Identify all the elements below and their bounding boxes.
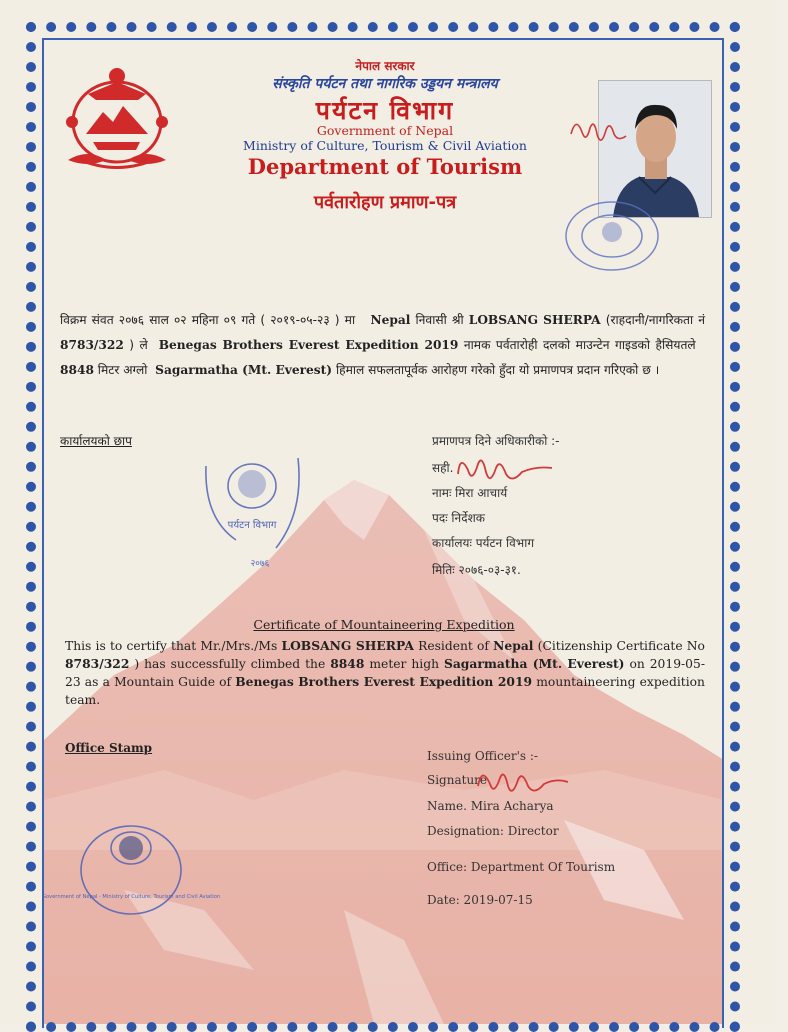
en-mountain-name: Sagarmatha (Mt. Everest) — [443, 656, 625, 671]
header-government-english: Government of Nepal — [316, 123, 454, 138]
nepali-office-stamp-icon — [196, 448, 308, 572]
header-ministry-english: Ministry of Culture, Tourism & Civil Aviation — [243, 138, 527, 153]
np-mountain-name: Sagarmatha (Mt. Everest) — [155, 363, 333, 377]
en-height: 8848 — [330, 656, 365, 671]
np-date-text: विक्रम संवत २०७६ साल ०२ महिना ०९ गते ( २०१९-०५-२३ ) मा — [60, 313, 356, 327]
np-meter-text: मिटर अग्लो — [97, 363, 148, 377]
nepal-emblem-icon — [58, 64, 176, 176]
np-nationality: Nepal — [370, 313, 411, 327]
en-name-label: Name. Mira Acharya — [427, 799, 554, 813]
np-date-label: मितिः २०७६-०३-३१. — [432, 563, 521, 577]
en-date-role-text: on 2019-05-23 as a Mountain Guide of — [65, 657, 705, 689]
header-department-nepali: पर्यटन विभाग — [315, 96, 455, 125]
np-citizenship-text: (राहदानी/नागरिकता नं — [605, 313, 706, 327]
np-closing-text: हिमाल सफलतापूर्वक आरोहण गरेकाे हुँदा यो प्रमाणपत्र प्रदान गरिएको छ । — [335, 363, 660, 377]
photo-stamp-text-holder — [560, 198, 561, 199]
np-resident-text: निवासी श्री — [415, 313, 464, 327]
certificate-title-nepali: पर्वतारोहण प्रमाण-पत्र — [313, 192, 457, 213]
np-name-label: नामः मिरा आचार्य — [432, 486, 508, 500]
header-ministry-nepali: संस्कृति पर्यटन तथा नागरिक उड्डयन मन्त्रालय — [272, 76, 498, 92]
en-citizenship-number: 8783/322 — [65, 656, 130, 671]
en-signature-icon — [472, 760, 572, 804]
np-issuer-heading: प्रमाणपत्र दिने अधिकारीको :- — [432, 434, 560, 448]
np-name-first: LOBSANG — [468, 313, 539, 327]
np-office-stamp-label: कार्यालयको छाप — [60, 434, 132, 448]
english-office-stamp-icon — [41, 818, 221, 922]
en-signature-label: Signature — [427, 773, 488, 787]
en-designation-label: Designation: Director — [427, 824, 559, 838]
np-stamp-year: २०७६ — [250, 559, 270, 569]
en-stamp-text: Government of Nepal · Ministry of Culture, Tourism and Civil Aviation — [41, 894, 221, 900]
np-le-text: ) ले — [129, 338, 148, 352]
np-height: 8848 — [60, 363, 94, 377]
en-date-label: Date: 2019-07-15 — [427, 893, 533, 907]
header-government-nepali: नेपाल सरकार — [355, 59, 415, 73]
en-closing-text: mountaineering expedition team. — [65, 675, 705, 707]
np-office-label: कार्यालयः पर्यटन विभाग — [432, 536, 535, 550]
en-resident-text: Resident of — [418, 639, 489, 653]
np-designation-label: पदः निर्देशक — [432, 511, 485, 525]
english-certificate-title: Certificate of Mountaineering Expedition — [253, 617, 515, 632]
np-stamp-text: पर्यटन विभाग — [227, 520, 277, 531]
np-guide-text: नामक पर्वतारोही दलको माउन्टेन गाइडको हैसियतले — [463, 338, 696, 352]
np-signature-label: सही. — [432, 461, 454, 475]
en-office-label: Office: Department Of Tourism — [427, 860, 616, 874]
np-name-last: SHERPA — [543, 313, 601, 327]
np-expedition-name: Benegas Brothers Everest Expedition 2019 — [158, 338, 459, 352]
nepali-certificate-body — [60, 308, 705, 383]
header-department-english: Department of Tourism — [247, 154, 523, 179]
en-climber-name: LOBSANG SHERPA — [281, 638, 414, 653]
np-citizenship-number: 8783/322 — [60, 338, 124, 352]
en-nationality: Nepal — [493, 638, 534, 653]
photo-signature-icon — [566, 110, 632, 154]
en-certify-text: This is to certify that Mr./Mrs./Ms — [65, 639, 278, 653]
en-climbed-text: ) has successfully climbed the — [134, 657, 326, 671]
photo-stamp-text — [560, 198, 561, 199]
en-office-stamp-label: Office Stamp — [65, 741, 153, 755]
english-certificate-body — [65, 637, 705, 709]
en-expedition-name: Benegas Brothers Everest Expedition 2019 — [235, 674, 533, 689]
en-issuer-heading: Issuing Officer's :- — [427, 749, 538, 763]
photo-office-stamp-icon — [560, 196, 664, 276]
en-citizenship-text: (Citizenship Certificate No — [537, 639, 705, 653]
en-meter-text: meter high — [369, 657, 439, 671]
